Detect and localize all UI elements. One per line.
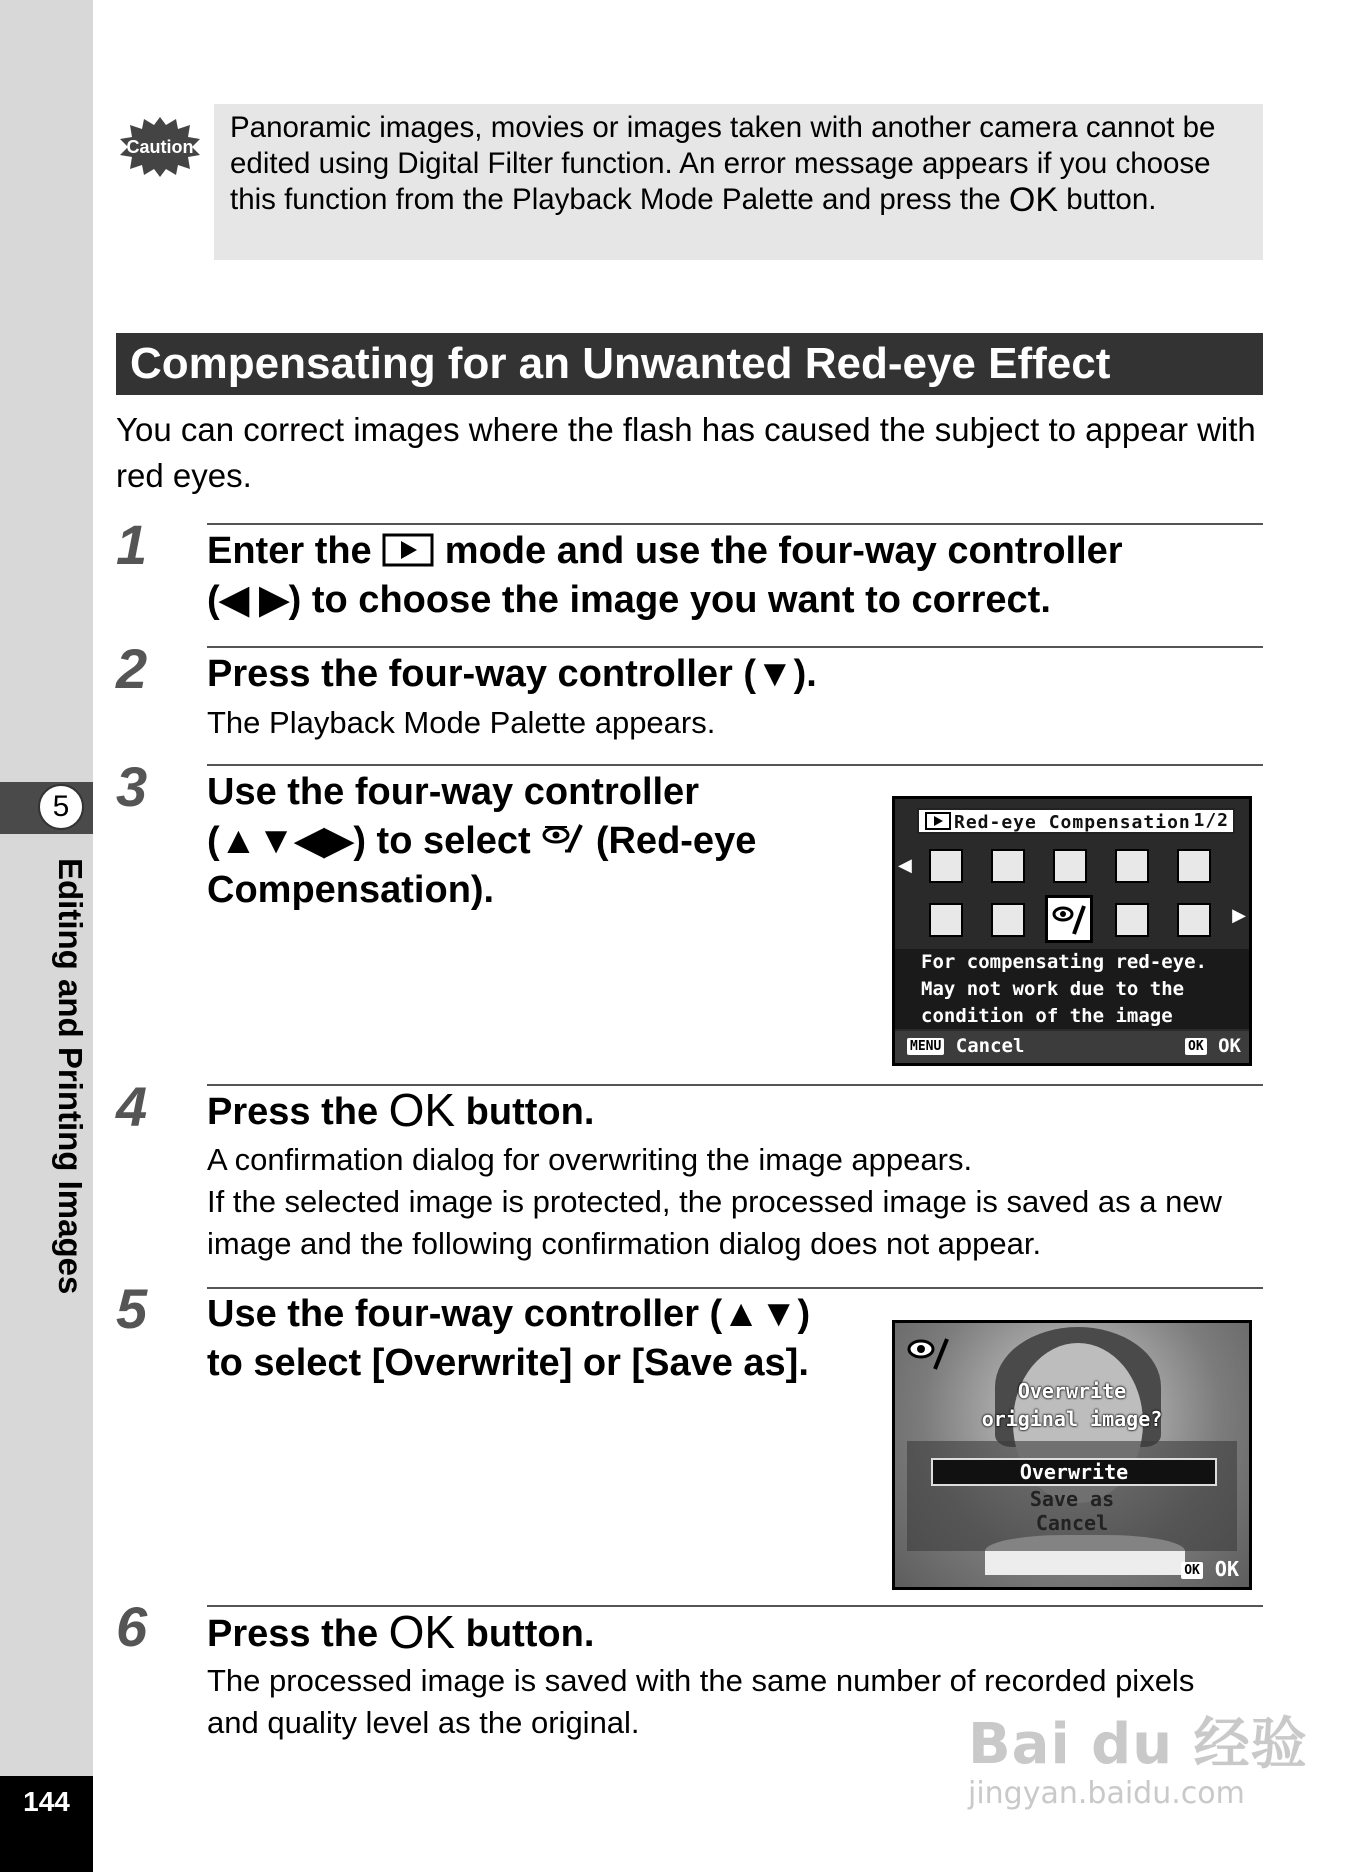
step-number: 4	[116, 1075, 148, 1138]
step-2-body: The Playback Mode Palette appears.	[207, 705, 716, 740]
ok-label[interactable]: OK	[1218, 1035, 1241, 1057]
ok-symbol: OK	[388, 1606, 456, 1658]
ok-label[interactable]: OK	[1214, 1557, 1239, 1581]
step-text: Press the	[207, 1613, 389, 1655]
step-text: Enter the	[207, 530, 383, 572]
red-eye-mode-icon	[905, 1333, 951, 1378]
step-text: )	[797, 1293, 811, 1335]
step-divider	[207, 646, 1263, 648]
palette-description: For compensating red-eye. May not work due to the condition of the image	[895, 949, 1249, 1029]
left-right-arrows-icon: ◀ ▶	[219, 579, 289, 621]
four-way-arrows-icon: ▲▼◀▶	[219, 820, 354, 862]
step-6-body: The processed image is saved with the same number of recorded pixels and quality level as the original.	[207, 1663, 1195, 1740]
palette-frame-icon[interactable]	[929, 903, 963, 937]
ok-symbol: OK	[1008, 181, 1059, 219]
step-divider	[207, 1605, 1263, 1607]
overwrite-question: Overwrite original image?	[981, 1379, 1163, 1431]
step-4-body-line: A confirmation dialog for overwriting the image appears.	[207, 1142, 973, 1177]
page-number: 144	[23, 1786, 70, 1817]
palette-title-bar	[917, 808, 1235, 834]
step-5-title	[207, 1290, 887, 1388]
camera-screen-palette	[892, 796, 1252, 1066]
palette-crop-icon[interactable]	[991, 903, 1025, 937]
watermark-logo-text: Bai du 经验	[968, 1712, 1308, 1777]
step-divider	[207, 523, 1263, 525]
step-number: 2	[116, 637, 148, 700]
step-1-title	[207, 527, 1257, 625]
step-number: 1	[116, 513, 148, 576]
step-6-title	[207, 1608, 594, 1659]
caution-icon	[118, 115, 202, 184]
caution-text-end: button.	[1058, 183, 1157, 216]
watermark-url: jingyan.baidu.com	[968, 1776, 1245, 1811]
baidu-watermark	[968, 1700, 1308, 1811]
save-as-option[interactable]: Save as	[1029, 1487, 1115, 1511]
playback-icon	[382, 530, 434, 572]
camera-screen-overwrite	[892, 1320, 1252, 1590]
step-number: 6	[116, 1595, 148, 1658]
palette-title: Red-eye Compensation	[954, 812, 1191, 833]
palette-rotate-icon[interactable]	[991, 849, 1025, 883]
caution-note	[214, 104, 1263, 260]
overwrite-option[interactable]: Overwrite	[931, 1458, 1217, 1486]
step-3-title	[207, 768, 887, 915]
step-text: Press the	[207, 1091, 389, 1133]
cancel-option[interactable]: Cancel	[1035, 1511, 1109, 1535]
chapter-number: 5	[38, 784, 84, 830]
ok-footer	[1181, 1557, 1239, 1581]
step-text: ).	[793, 653, 817, 695]
step-text: button.	[455, 1613, 595, 1655]
palette-red-eye-icon[interactable]	[1045, 895, 1093, 943]
palette-page: 1/2	[1193, 810, 1229, 831]
step-text: ) to select	[353, 820, 542, 862]
up-down-arrows-icon: ▲▼	[722, 1293, 798, 1335]
step-text: (	[207, 579, 220, 621]
palette-right-arrow-icon[interactable]: ▶	[1232, 905, 1246, 925]
section-title: Compensating for an Unwanted Red-eye Effect	[130, 339, 1111, 388]
caution-text: Panoramic images, movies or images taken with another camera cannot be edited using Digital Filter function. An error message appears if you choose this function from the Playback Mode Palette and press the	[230, 111, 1216, 216]
step-divider	[207, 764, 1263, 766]
down-arrow-icon: ▼	[756, 653, 794, 695]
step-text: Compensation).	[207, 869, 495, 911]
step-text: (Red-eye	[585, 820, 757, 862]
section-intro: You can correct images where the flash has caused the subject to appear with red eyes.	[116, 411, 1256, 494]
ok-key-icon: OK	[1185, 1038, 1207, 1055]
palette-face-icon[interactable]	[1053, 849, 1087, 883]
step-4-body	[207, 1139, 1263, 1265]
menu-key-icon: MENU	[907, 1038, 944, 1055]
palette-footer	[895, 1031, 1249, 1063]
red-eye-icon	[541, 820, 585, 862]
cancel-label[interactable]: Cancel	[955, 1035, 1025, 1057]
ok-key-icon: OK	[1181, 1562, 1203, 1579]
caution-icon-label: Caution	[126, 137, 194, 157]
step-2-title	[207, 650, 817, 699]
step-number: 5	[116, 1277, 148, 1340]
step-4-body-line: If the selected image is protected, the processed image is saved as a new image and the following confirmation dialog does not appear.	[207, 1184, 1222, 1261]
step-text: to select [Overwrite] or [Save as].	[207, 1342, 809, 1384]
step-4-title	[207, 1086, 594, 1137]
palette-left-arrow-icon[interactable]: ◀	[898, 855, 912, 875]
palette-slideshow-icon[interactable]	[929, 849, 963, 883]
step-text: (	[207, 820, 220, 862]
step-text: ) to choose the image you want to correct.	[288, 579, 1051, 621]
step-divider	[207, 1287, 1263, 1289]
step-text: mode and use the four-way controller	[434, 530, 1123, 572]
palette-portrait-icon[interactable]	[1115, 849, 1149, 883]
palette-mosaic-icon[interactable]	[1177, 903, 1211, 937]
step-number: 3	[116, 755, 148, 818]
palette-resize-icon[interactable]	[1115, 903, 1149, 937]
step-text: Press the four-way controller (	[207, 653, 757, 695]
ok-symbol: OK	[388, 1084, 456, 1136]
step-text: Use the four-way controller (	[207, 1293, 723, 1335]
step-text: Use the four-way controller	[207, 771, 699, 813]
palette-filter-icon[interactable]	[1177, 849, 1211, 883]
step-text: button.	[455, 1091, 595, 1133]
chapter-title: Editing and Printing Images	[52, 858, 89, 1295]
